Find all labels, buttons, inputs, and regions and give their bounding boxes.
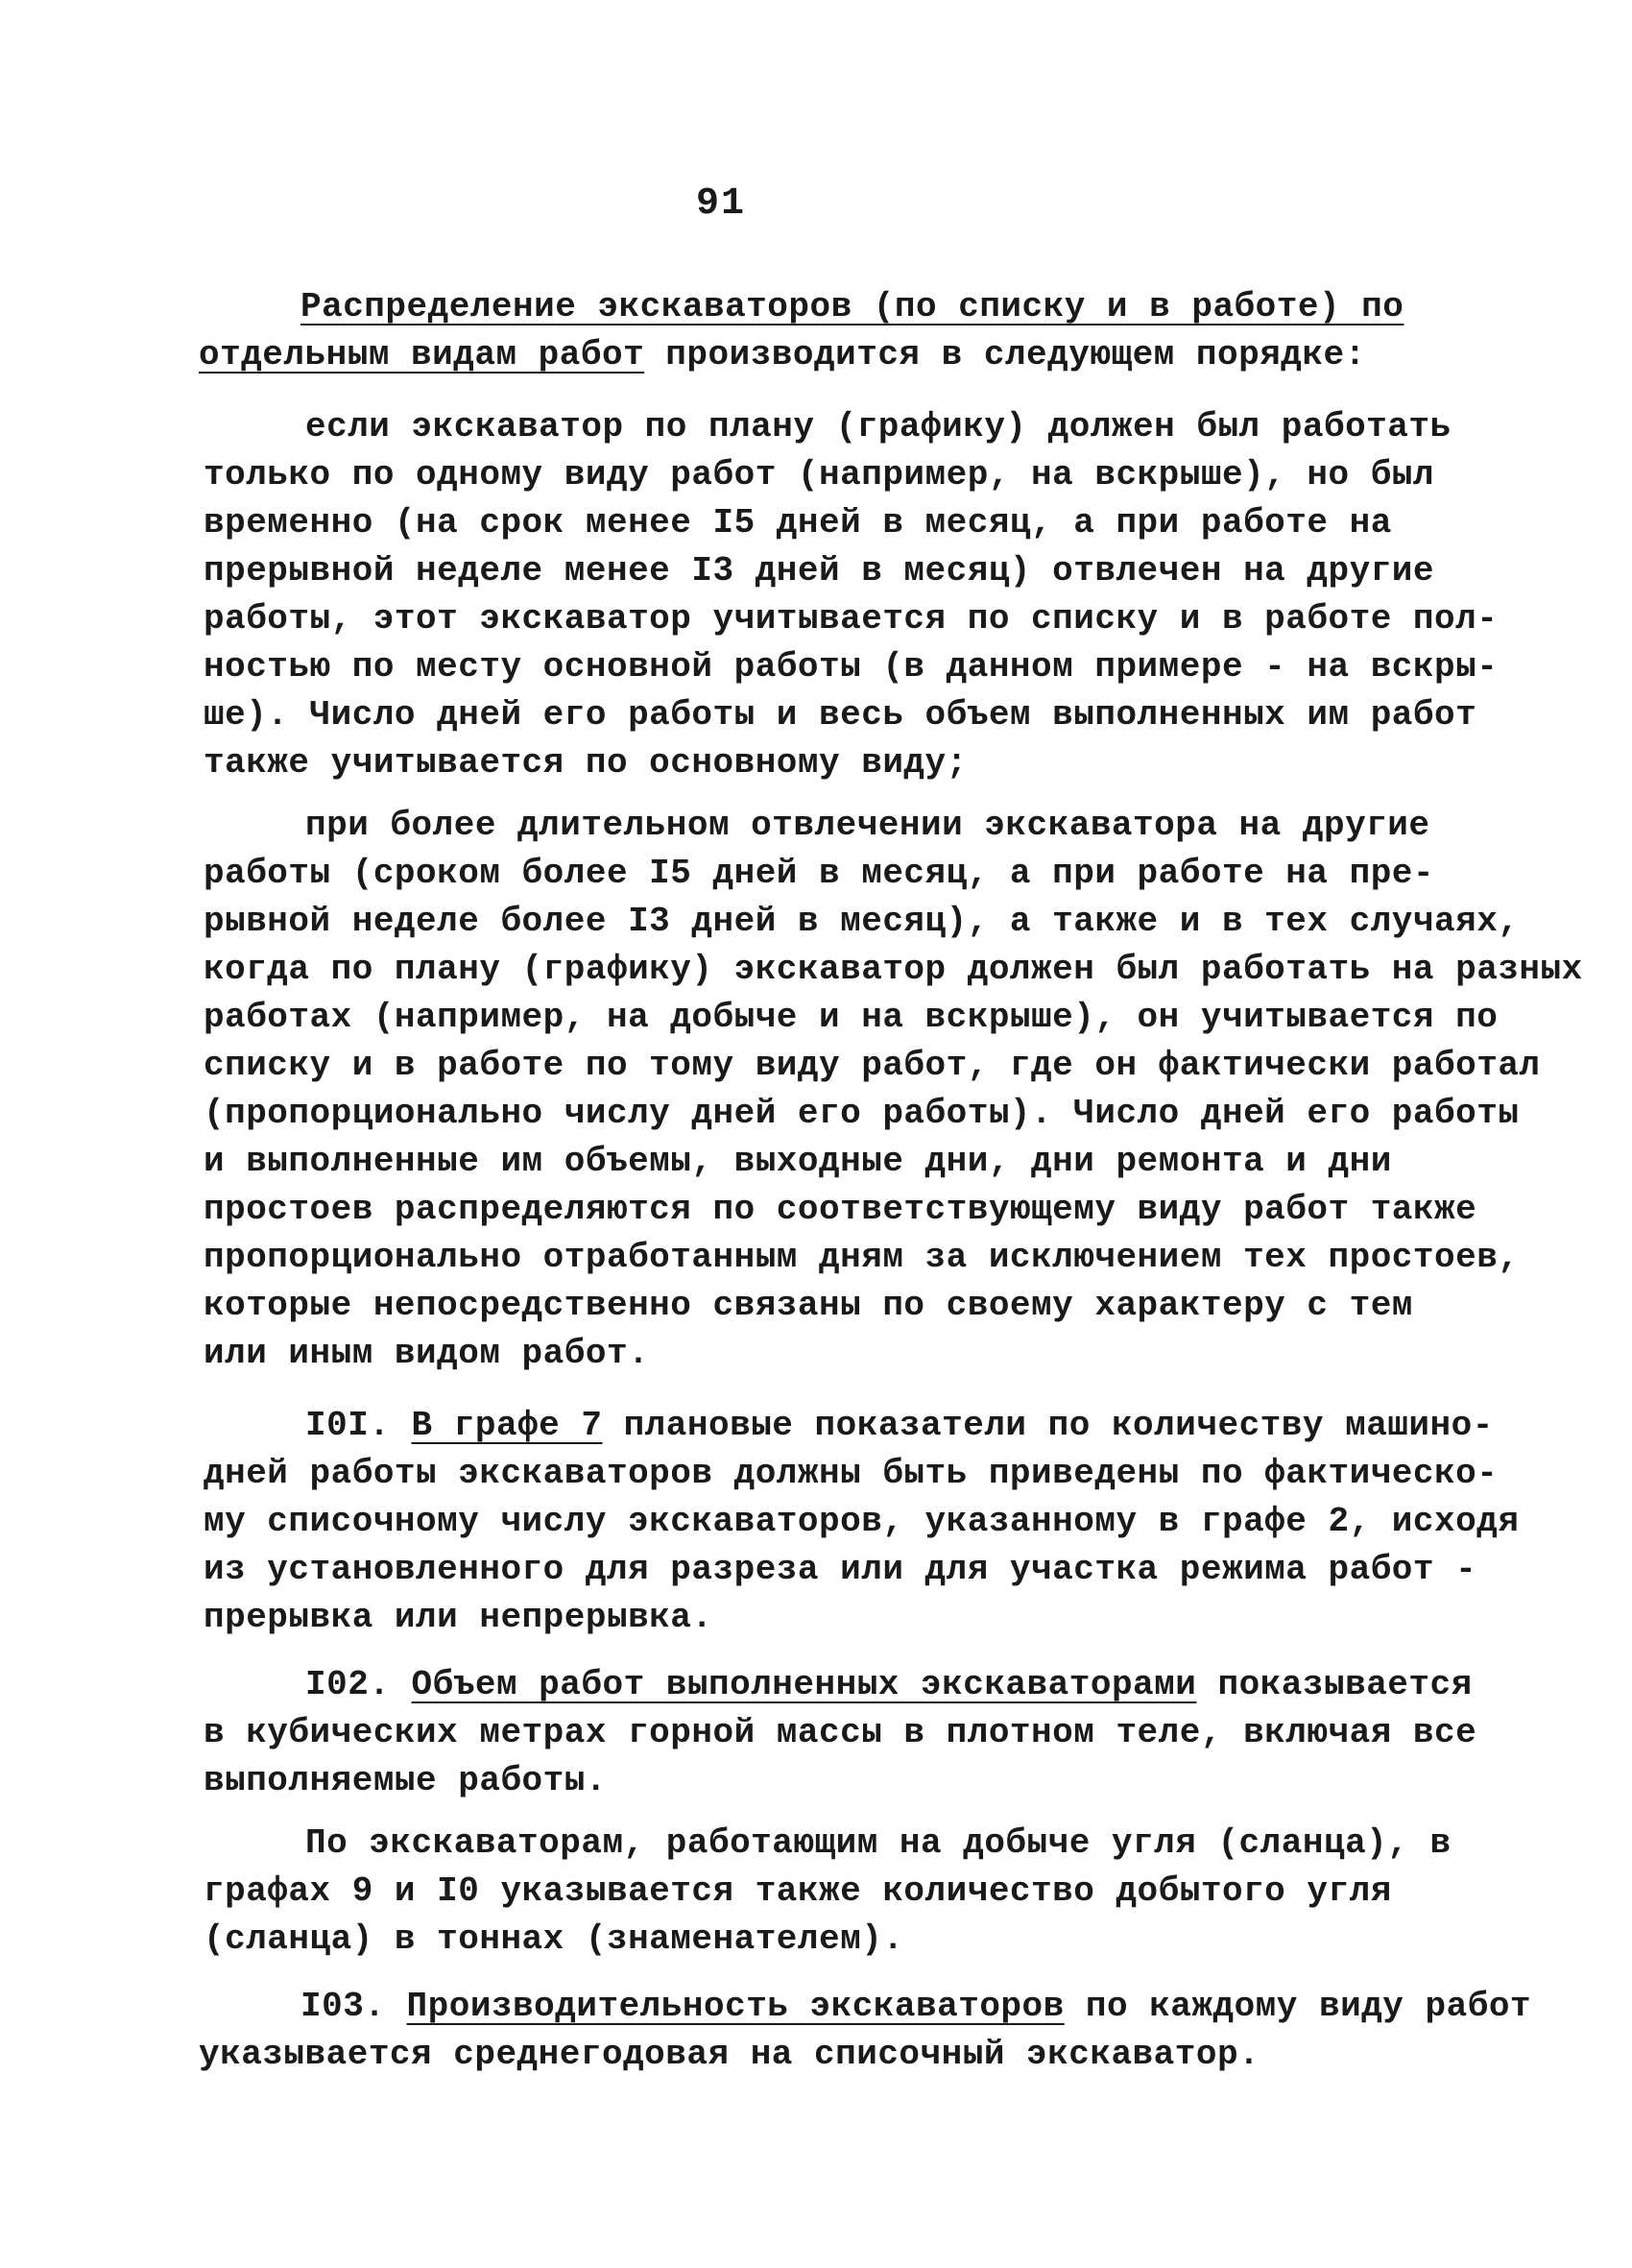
item-102-line: выполняемые работы. [204,1761,607,1800]
item-103-line-1-rest: по каждому виду работ [1064,1987,1532,2026]
para-b-line: которые непосредственно связаны по своему характеру с тем [204,1286,1413,1325]
para-a-line: только по одному виду работ (например, на вскрыше), но был [204,455,1435,495]
para-a-line: если экскаватор по плану (графику) должен был работать [305,407,1452,446]
item-101-underlined: В графе 7 [411,1406,603,1445]
intro-line-2 [199,331,1366,379]
para-b-line: (пропорционально числу дней его работы). Число дней его работы [204,1094,1520,1133]
item-102-line-1-rest: показывается [1196,1665,1473,1704]
item-102-underlined: Объем работ выполненных экскаваторами [411,1665,1197,1704]
item-103-line-1 [300,1983,1531,2031]
item-101-line-1-rest: плановые показатели по количеству машино- [602,1406,1494,1445]
para-b-line: списку и в работе по тому виду работ, где он фактически работал [204,1046,1541,1085]
para-b-line: пропорционально отработанным дням за исключением тех простоев, [204,1238,1520,1277]
item-102-line: в кубических метрах горной массы в плотном теле, включая все [204,1713,1477,1752]
item-101-line: прерывка или непрерывка. [204,1598,713,1637]
para-b-line: когда по плану (графику) экскаватор должен был работать на разных [204,950,1583,989]
item-102-sub-line: (сланца) в тоннах (знаменателем). [204,1919,904,1959]
para-b-line: работы (сроком более I5 дней в месяц, а при работе на пре- [204,854,1435,893]
para-b-line: при более длительном отвлечении экскаватора на другие [305,806,1430,845]
para-a-line: временно (на срок менее I5 дней в месяц, а при работе на [204,503,1392,543]
para-b-line: рывной неделе более I3 дней в месяц), а также и в тех случаях, [204,902,1520,941]
para-a-line: ностью по месту основной работы (в данном примере - на вскры- [204,647,1499,687]
para-a-line: работы, этот экскаватор учитывается по списку и в работе пол- [204,599,1499,639]
para-a-line: ше). Число дней его работы и весь объем выполненных им работ [204,695,1477,735]
intro-line-2-rest: производится в следующем порядке: [644,335,1366,374]
para-b-line: простоев распределяются по соответствующему виду работ также [204,1190,1477,1229]
para-a-line: также учитывается по основному виду; [204,743,968,783]
item-101-line: дней работы экскаваторов должны быть приведены по фактическо- [204,1454,1499,1493]
item-102-sub-line: По экскаваторам, работающим на добыче угля (сланца), в [305,1823,1452,1863]
item-101-line: му списочному числу экскаваторов, указанному в графе 2, исходя [204,1502,1520,1541]
item-101-line: из установленного для разреза или для участка режима работ - [204,1550,1477,1589]
item-103-number: I03. [300,1987,386,2026]
intro-underlined-2: отдельным видам работ [199,335,645,374]
item-102-number: I02. [305,1665,391,1704]
para-a-line: прерывной неделе менее I3 дней в месяц) отвлечен на другие [204,551,1435,591]
item-102-line-1 [305,1661,1473,1709]
item-103-line: указывается среднегодовая на списочный экскаватор. [199,2035,1260,2074]
item-103-underlined: Производительность экскаваторов [406,1987,1065,2026]
para-b-line: работах (например, на добыче и на вскрыше), он учитывается по [204,998,1499,1037]
item-101-number: I0I. [305,1406,391,1445]
para-b-line: или иным видом работ. [204,1334,650,1373]
intro-line-1 [300,283,1404,331]
item-101-line-1 [305,1402,1494,1450]
intro-underlined-1: Распределение экскаваторов (по списку и в работе) по [300,287,1404,326]
para-b-line: и выполненные им объемы, выходные дни, дни ремонта и дни [204,1142,1392,1181]
page-number: 91 [696,182,747,226]
item-102-sub-line: графах 9 и I0 указывается также количество добытого угля [204,1871,1392,1911]
